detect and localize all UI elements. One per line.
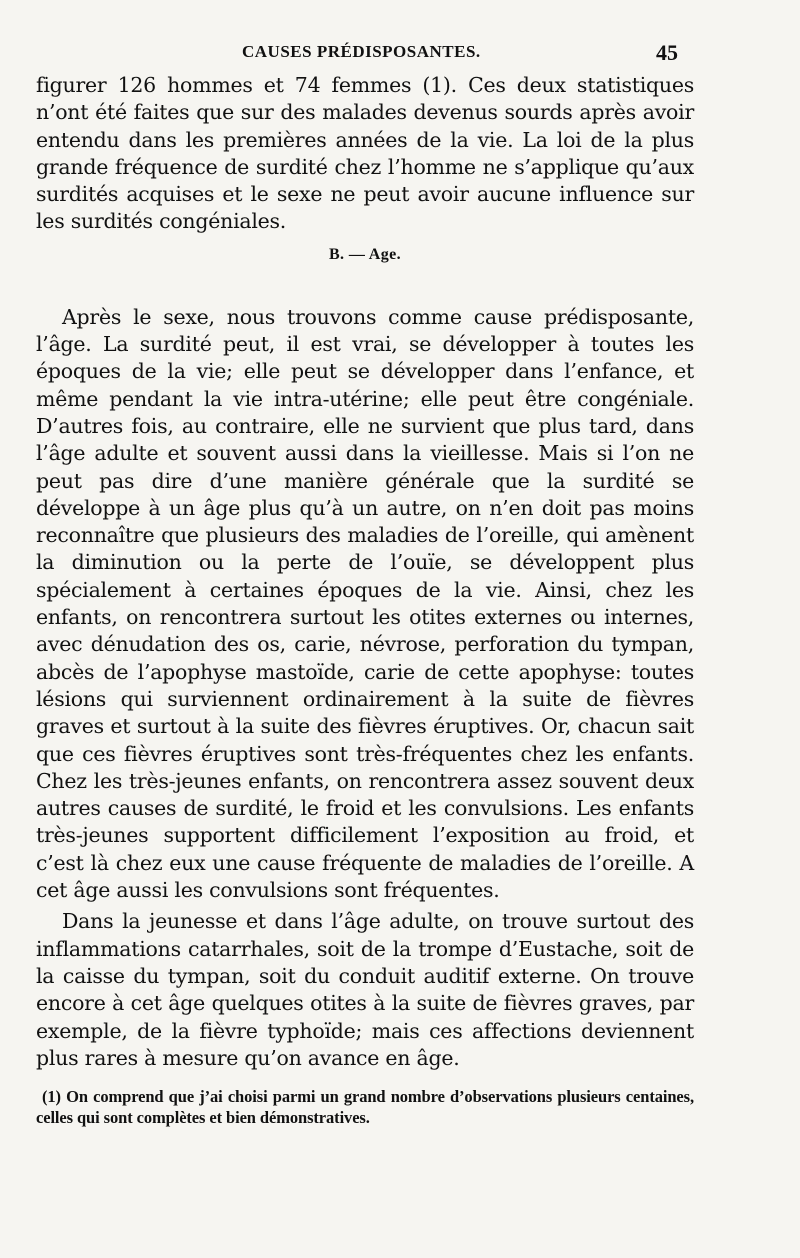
text-block — [36, 72, 694, 1145]
running-title: CAUSES PRÉDISPOSANTES. — [242, 42, 481, 61]
paragraph-continuation: figurer 126 hommes et 74 femmes (1). Ces deux statistiques n’ont été faites que sur des malades devenus sourds après avoir entendu dans les premières années de la vie. La loi de la plus grande fréquence de surdité chez l’homme ne s’applique qu’aux surdités acquises et le sexe ne peut avoir aucune influence sur les surdités congéniales. — [36, 73, 694, 234]
section-heading: B. — Age. — [328, 245, 402, 263]
paragraph-adulthood: Dans la jeunesse et dans l’âge adulte, on trouve surtout des inflammations catarrhales, soit de la trompe d’Eustache, soit de la caisse du tympan, soit du conduit auditif externe. On trouve encore à cet âge quelques otites à la suite de fièvres graves, par exemple, de la fièvre typhoïde; mais ces affections deviennent plus rares à mesure qu’on avance en âge. — [36, 909, 694, 1070]
running-head — [0, 40, 800, 70]
page-number: 45 — [656, 40, 678, 65]
paragraph-age: Après le sexe, nous trouvons comme cause prédisposante, l’âge. La surdité peut, il est vrai, se développer à toutes les époques de la vie; elle peut se développer dans l’enfance, et même pendant la vie intra-utérine; elle peut être congéniale. D’autres fois, au contraire, elle ne survient que plus tard, dans l’âge adulte et souvent aussi dans la vieillesse. Mais si l’on ne peut pas dire d’une manière générale que la surdité se développe à un âge plus qu’à un autre, on n’en doit pas moins reconnaître que plusieurs des maladies de l’oreille, qui amènent la diminution ou la perte de l’ouïe, se développent plus spécialement à certaines époques de la vie. Ainsi, chez les enfants, on rencontrera surtout les otites externes ou internes, avec dénudation des os, carie, névrose, perforation du tympan, abcès de l’apophyse mastoïde, carie de cette apophyse: toutes lésions qui surviennent ordinairement à la suite de fièvres graves et surtout à la suite des fièvres éruptives. Or, chacun sait que ces fièvres éruptives sont très-fréquentes chez les enfants. Chez les très-jeunes enfants, on rencontrera assez souvent deux autres causes de surdité, le froid et les convulsions. Les enfants très-jeunes supportent difficilement l’exposition au froid, et c’est là chez eux une cause fréquente de maladies de l’oreille. A cet âge aussi les convulsions sont fréquentes. — [36, 304, 694, 903]
footnote: (1) On comprend que j’ai choisi parmi un grand nombre d’observations plusieurs centaines, celles qui sont complètes et bien démonstratives. — [36, 1087, 694, 1128]
